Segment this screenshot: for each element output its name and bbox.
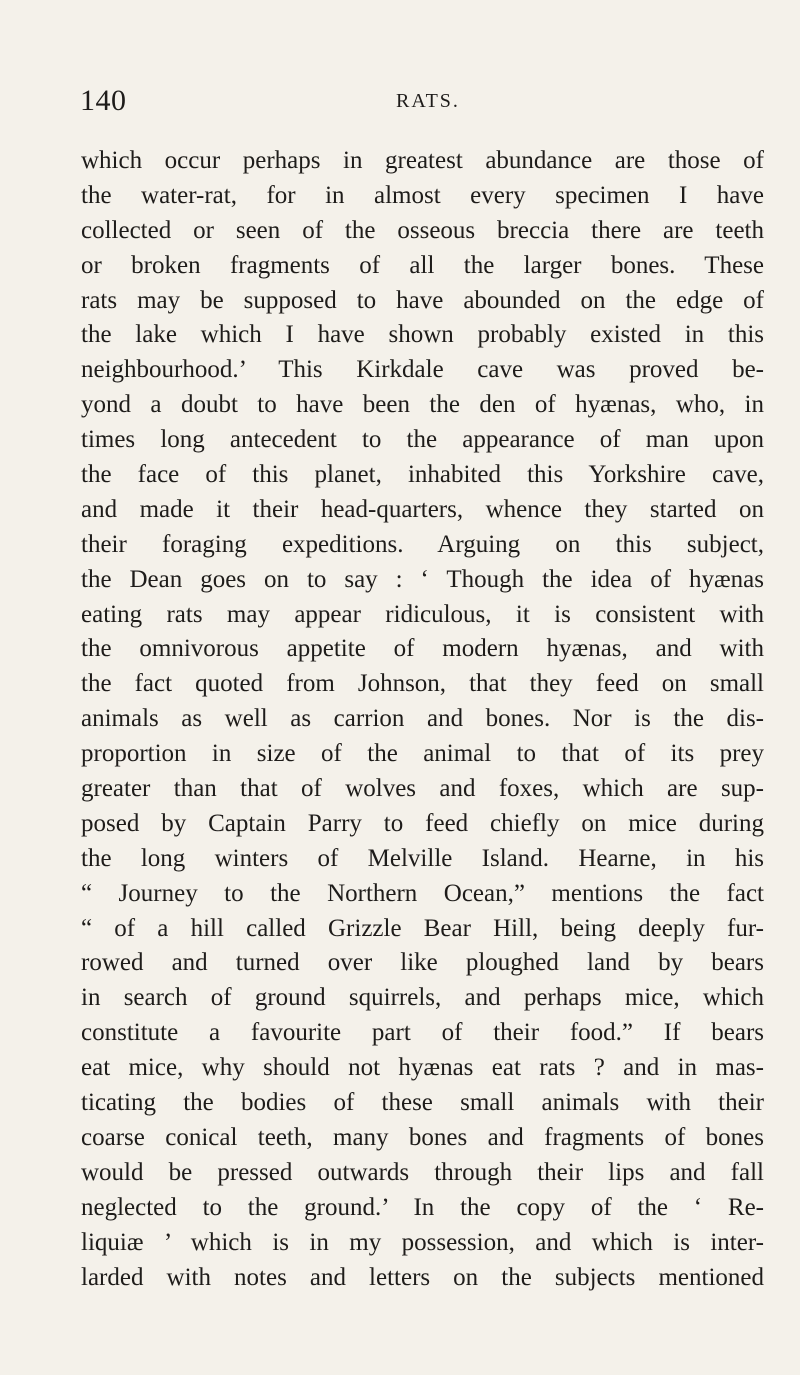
text-line: constitute a favourite part of their food.” If bears <box>81 1019 764 1047</box>
page-header <box>0 84 800 124</box>
text-line: larded with notes and letters on the subjects mentioned <box>81 1263 764 1291</box>
running-head: RATS. <box>396 90 460 112</box>
text-line: the fact quoted from Johnson, that they feed on small <box>81 670 764 698</box>
text-line: eating rats may appear ridiculous, it is consistent with <box>81 600 764 628</box>
text-line: in search of ground squirrels, and perhaps mice, which <box>81 984 764 1012</box>
text-line: the lake which I have shown probably existed in this <box>81 321 764 349</box>
text-line: rowed and turned over like ploughed land by bears <box>81 949 764 977</box>
text-line: and made it their head-quarters, whence they started on <box>81 495 764 523</box>
text-line: posed by Captain Parry to feed chiefly on mice during <box>81 809 764 837</box>
text-line: the long winters of Melville Island. Hearne, in his <box>81 844 764 872</box>
text-line: proportion in size of the animal to that of its prey <box>81 740 764 768</box>
text-line: ticating the bodies of these small animals with their <box>81 1089 764 1117</box>
text-line: the Dean goes on to say : ‘ Though the idea of hyænas <box>81 565 764 593</box>
text-line: the omnivorous appetite of modern hyænas, and with <box>81 635 764 663</box>
page-number: 140 <box>80 84 127 117</box>
text-line: collected or seen of the osseous breccia there are teeth <box>81 216 764 244</box>
text-line: “ Journey to the Northern Ocean,” mentions the fact <box>81 879 764 907</box>
text-line: or broken fragments of all the larger bones. These <box>81 251 764 279</box>
text-line: their foraging expeditions. Arguing on this subject, <box>81 530 764 558</box>
text-line: neighbourhood.’ This Kirkdale cave was proved be- <box>81 356 764 384</box>
text-line: rats may be supposed to have abounded on the edge of <box>81 286 764 314</box>
body-text <box>81 144 764 1295</box>
text-line: neglected to the ground.’ In the copy of the ‘ Re- <box>81 1193 764 1221</box>
text-line: liquiæ ’ which is in my possession, and which is inter- <box>81 1228 764 1256</box>
text-line: which occur perhaps in greatest abundance are those of <box>81 147 764 174</box>
text-line: the face of this planet, inhabited this Yorkshire cave, <box>81 461 764 489</box>
text-line: yond a doubt to have been the den of hyænas, who, in <box>81 391 764 419</box>
text-line: greater than that of wolves and foxes, which are sup- <box>81 775 764 803</box>
text-line: the water-rat, for in almost every specimen I have <box>81 181 764 209</box>
text-line: coarse conical teeth, many bones and fragments of bones <box>81 1123 764 1151</box>
text-line: would be pressed outwards through their lips and fall <box>81 1158 764 1186</box>
text-line: animals as well as carrion and bones. Nor is the dis- <box>81 705 764 733</box>
text-line: eat mice, why should not hyænas eat rats ? and in mas- <box>81 1054 764 1082</box>
text-line: “ of a hill called Grizzle Bear Hill, being deeply fur- <box>81 914 764 942</box>
text-line: times long antecedent to the appearance of man upon <box>81 426 764 454</box>
